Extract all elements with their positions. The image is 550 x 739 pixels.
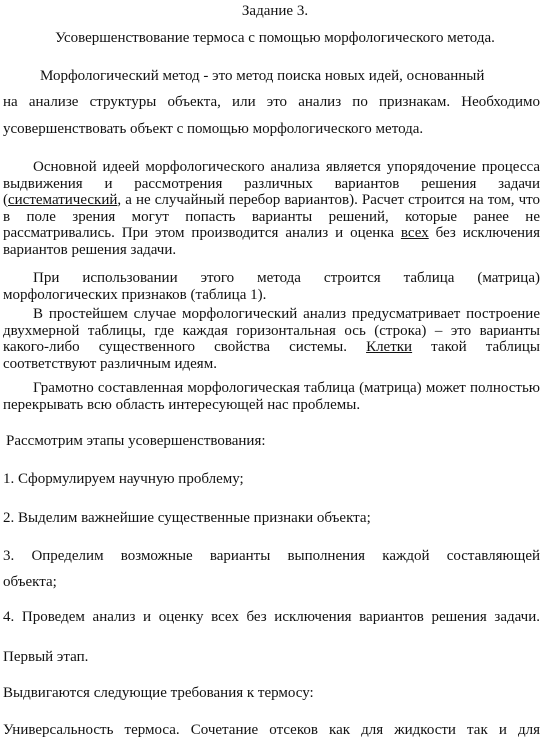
paragraph-simple-case: В простейшем случае морфологический анализ предусматривает построение двухмерной таблицы, где каждая горизонтальная ось (строка) – это варианты какого-либо существенного свойства системы. Клетки такой таблицы соответствуют различным идеям. <box>3 306 540 372</box>
step-3-continued: объекта; <box>3 574 57 590</box>
definition-line-3: усовершенствовать объект с помощью морфологического метода. <box>3 121 424 137</box>
last-line-partial: Универсальность термоса. Сочетание отсеков как для жидкости так и для <box>3 722 540 738</box>
underlined-term-all: всех <box>400 225 429 241</box>
step-3: 3. Определим возможные варианты выполнения каждой составляющей <box>3 548 540 564</box>
task-subtitle: Усовершенствование термоса с помощью морфологического метода. <box>55 30 495 46</box>
paragraph-main-idea: Основной идеей морфологического анализа является упорядочение процесса выдвижения и рассмотрения различных вариантов решения задачи (систематический, а не случайный перебор вариантов). Расчет строится на том, что в поле зрения могут попасть варианты решений, которые ранее не рассматривались. При этом производится анализ и оценка всех без исключения вариантов решения задачи. <box>3 159 540 258</box>
stages-intro: Рассмотрим этапы усовершенствования: <box>6 433 266 449</box>
paragraph-table: При использовании этого метода строится таблица (матрица) морфологических признаков (таблица 1). <box>3 270 540 303</box>
underlined-term-cells: Клетки <box>366 339 413 355</box>
definition-line-2: на анализе структуры объекта, или это анализ по признакам. Необходимо <box>3 94 540 110</box>
step-1: 1. Сформулируем научную проблему; <box>3 471 244 487</box>
step-2: 2. Выделим важнейшие существенные признаки объекта; <box>3 510 371 526</box>
step-4: 4. Проведем анализ и оценку всех без исключения вариантов решения задачи. <box>3 609 540 625</box>
paragraph-matrix: Грамотно составленная морфологическая таблица (матрица) может полностью перекрывать всю область интересующей нас проблемы. <box>3 380 540 413</box>
first-stage: Первый этап. <box>3 649 89 665</box>
requirements-intro: Выдвигаются следующие требования к термосу: <box>3 685 314 701</box>
definition-line-1: Морфологический метод - это метод поиска новых идей, основанный <box>40 68 485 84</box>
task-title: Задание 3. <box>241 3 309 19</box>
underlined-term-systematic: систематический <box>8 192 118 208</box>
